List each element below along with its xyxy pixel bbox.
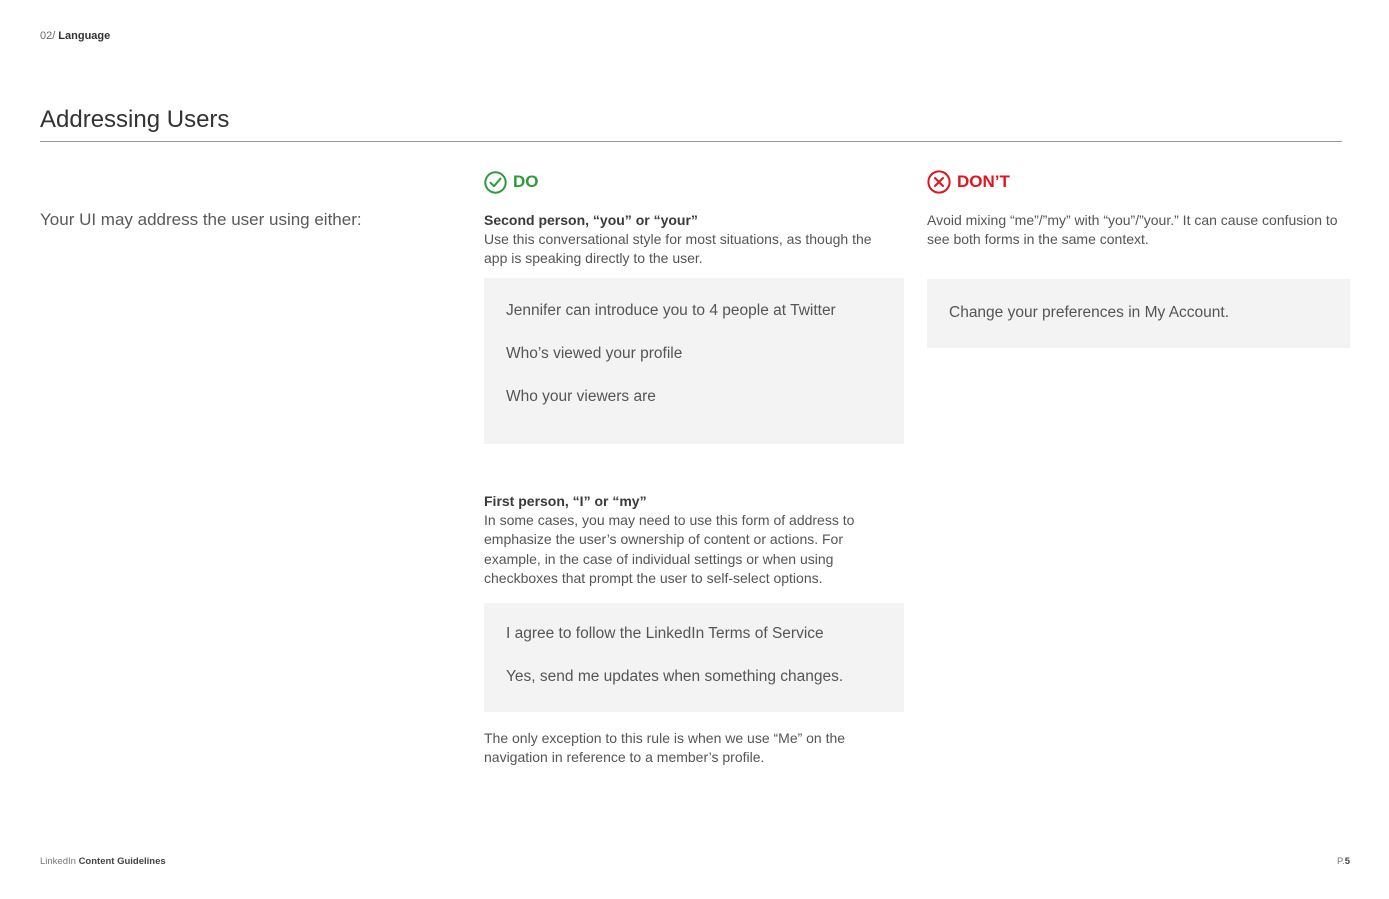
page-prefix: P. (1336, 856, 1345, 867)
first-person-block (484, 492, 884, 588)
example-line: I agree to follow the LinkedIn Terms of Service (506, 625, 824, 642)
second-person-example-box (484, 278, 904, 444)
section-label (40, 30, 110, 42)
x-circle-icon (927, 170, 951, 194)
page-number (1337, 856, 1350, 867)
section-number: 02/ (40, 30, 56, 42)
do-column (484, 170, 904, 766)
first-person-description: In some cases, you may need to use this form of address to emphasize the user’s ownership of content or actions. For example, in the case of individual settings or when using checkboxes that prompt the user to self-select options. (484, 512, 855, 586)
page-title: Addressing Users (40, 106, 230, 133)
first-person-example-box (484, 603, 904, 712)
intro-text: Your UI may address the user using either: (40, 210, 362, 229)
first-person-title: First person, “I” or “my” (484, 493, 647, 509)
section-name: Language (58, 30, 111, 42)
footer-brand (40, 856, 166, 867)
check-circle-icon (484, 171, 507, 194)
example-line: Change your preferences in My Account. (949, 304, 1230, 321)
example-line: Jennifer can introduce you to 4 people at Twitter (506, 302, 836, 319)
dont-label: DON’T (957, 172, 1010, 191)
second-person-block (484, 211, 884, 269)
page-number-value: 5 (1344, 856, 1350, 867)
footer-brand-name: LinkedIn (40, 856, 76, 867)
dont-column (927, 170, 1350, 321)
dont-heading (927, 170, 1350, 194)
do-label: DO (513, 172, 539, 191)
example-line: Who your viewers are (506, 388, 656, 405)
example-line: Yes, send me updates when something changes. (506, 668, 844, 685)
example-line: Who’s viewed your profile (506, 345, 683, 362)
title-divider (40, 141, 1342, 142)
footer-doc-name: Content Guidelines (78, 856, 166, 867)
second-person-description: Use this conversational style for most situations, as though the app is speaking directly to the user. (484, 231, 872, 267)
dont-description: Avoid mixing “me”/”my” with “you”/”your.” It can cause confusion to see both forms in the same context. (927, 212, 1338, 248)
exception-note: The only exception to this rule is when we use “Me” on the navigation in reference to a member’s profile. (484, 730, 846, 766)
second-person-title: Second person, “you” or “your” (484, 212, 698, 228)
dont-example-box (927, 279, 1350, 348)
do-heading (484, 170, 904, 194)
